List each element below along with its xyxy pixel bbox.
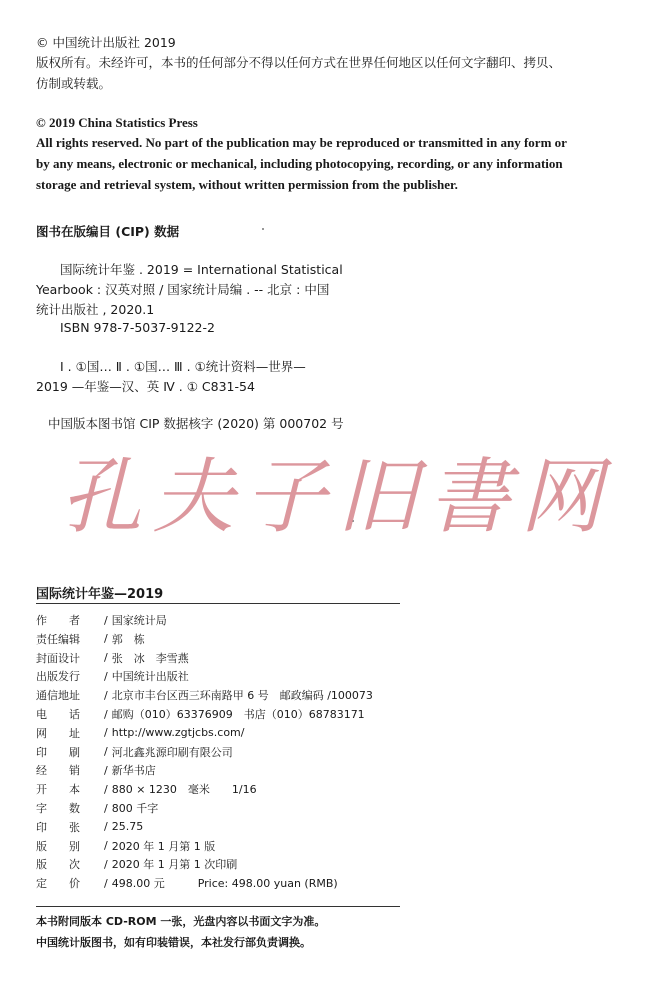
book-info-value: 北京市丰台区西三环南路甲 6 号 邮政编码 /100073 — [111, 689, 373, 703]
book-info-row — [36, 686, 373, 704]
book-info-row — [36, 724, 244, 742]
separator: / — [104, 763, 108, 777]
book-info-row — [36, 611, 167, 629]
watermark-text: 孔夫子旧書网 — [60, 450, 612, 545]
book-info-row — [36, 667, 189, 685]
separator: / — [104, 839, 108, 853]
book-info-label: 开 本 — [36, 783, 80, 797]
separator: / — [104, 782, 108, 796]
separator: / — [104, 707, 108, 721]
copyright-cn-rights-line: 仿制或转载。 — [36, 76, 112, 91]
book-info-row — [36, 780, 257, 798]
cip-line: Ⅰ . ①国… Ⅱ . ①国… Ⅲ . ①统计资料—世界— — [60, 359, 306, 374]
book-info-label: 责任编辑 — [36, 632, 80, 646]
book-info-label: 电 话 — [36, 708, 80, 721]
cip-heading: 图书在版编目 (CIP) 数据 — [36, 224, 180, 239]
separator: / — [104, 669, 108, 683]
book-info-value: 河北鑫兆源印刷有限公司 — [111, 745, 233, 759]
book-info-row — [36, 743, 233, 761]
book-info-label: 网 址 — [36, 726, 80, 740]
book-info-row — [36, 874, 338, 892]
separator: / — [104, 632, 108, 646]
cip-line: 2019 —年鉴—汉、英 Ⅳ . ① C831-54 — [36, 379, 255, 394]
book-info-value: 880 × 1230 毫米 1/16 — [111, 783, 257, 797]
book-info-label: 印 张 — [36, 820, 80, 834]
separator: / — [104, 726, 108, 740]
copyright-en-rights-line: by any means, electronic or mechanical, including photocopying, recording, or any information — [36, 156, 563, 171]
book-info-value: 498.00 元 Price: 498.00 yuan (RMB) — [111, 877, 338, 891]
book-info-value: 张 冰 李雪燕 — [111, 651, 189, 665]
title-rule — [36, 603, 400, 604]
book-info-label: 出版发行 — [36, 670, 80, 684]
separator: / — [104, 857, 108, 871]
book-info-value: 国家统计局 — [111, 614, 167, 627]
book-info-row — [36, 855, 237, 873]
book-info-value: 中国统计出版社 — [111, 670, 189, 684]
book-info-value: 2020 年 1 月第 1 版 — [111, 839, 216, 853]
replacement-note: 中国统计版图书，如有印装错误，本社发行部负责调换。 — [36, 936, 311, 949]
book-info-label: 定 价 — [36, 877, 80, 891]
book-info-row — [36, 837, 215, 855]
book-info-label: 字 数 — [36, 802, 80, 815]
separator: / — [104, 801, 108, 815]
book-info-value: 郭 栋 — [111, 632, 145, 646]
book-info-row — [36, 818, 143, 836]
book-info-value: http://www.zgtjcbs.com/ — [111, 726, 245, 740]
book-info-value: 800 千字 — [111, 802, 159, 815]
cip-number: 中国版本图书馆 CIP 数据核字 (2020) 第 000702 号 — [48, 416, 344, 431]
book-info-value: 新华书店 — [111, 764, 156, 778]
copyright-en-rights-line: All rights reserved. No part of the publication may be reproduced or transmitted in any form or — [36, 135, 567, 150]
book-info-label: 经 销 — [36, 764, 80, 778]
copyright-cn-line: © 中国统计出版社 2019 — [36, 35, 176, 50]
book-info-label: 版 次 — [36, 858, 80, 872]
book-info-label: 印 刷 — [36, 745, 80, 759]
cip-isbn: ISBN 978-7-5037-9122-2 — [60, 320, 215, 335]
speck — [262, 228, 264, 230]
book-info-value: 邮购（010）63376909 书店（010）68783171 — [111, 708, 365, 721]
book-info-value: 2020 年 1 月第 1 次印刷 — [111, 858, 238, 872]
book-info-row — [36, 649, 189, 667]
book-info-row — [36, 761, 156, 779]
cip-line: 统计出版社 , 2020.1 — [36, 302, 155, 317]
book-info-label: 通信地址 — [36, 689, 80, 703]
separator: / — [104, 651, 108, 665]
bottom-rule — [36, 906, 400, 907]
cip-line: Yearbook : 汉英对照 / 国家统计局编 . -- 北京 : 中国 — [36, 282, 330, 297]
separator: / — [104, 613, 108, 627]
book-info-value: 25.75 — [111, 820, 144, 834]
copyright-cn-rights-line: 版权所有。未经许可，本书的任何部分不得以任何方式在世界任何地区以任何文字翻印、拷贝、 — [36, 55, 562, 70]
book-info-label: 作 者 — [36, 614, 80, 627]
copyright-en-line: © 2019 China Statistics Press — [36, 115, 198, 130]
separator: / — [104, 820, 108, 834]
book-info-row — [36, 630, 145, 648]
separator: / — [104, 745, 108, 759]
separator: / — [104, 688, 108, 702]
separator: / — [104, 876, 108, 890]
book-title: 国际统计年鉴—2019 — [36, 587, 164, 602]
cip-line: 国际统计年鉴 . 2019 = International Statistical — [60, 262, 343, 277]
book-info-row — [36, 705, 365, 723]
book-info-label: 封面设计 — [36, 651, 80, 665]
book-info-label: 版 别 — [36, 839, 80, 853]
cd-rom-note: 本书附同版本 CD-ROM 一张，光盘内容以书面文字为准。 — [36, 915, 326, 928]
book-info-row — [36, 799, 158, 817]
copyright-en-rights-line: storage and retrieval system, without written permission from the publisher. — [36, 177, 458, 192]
